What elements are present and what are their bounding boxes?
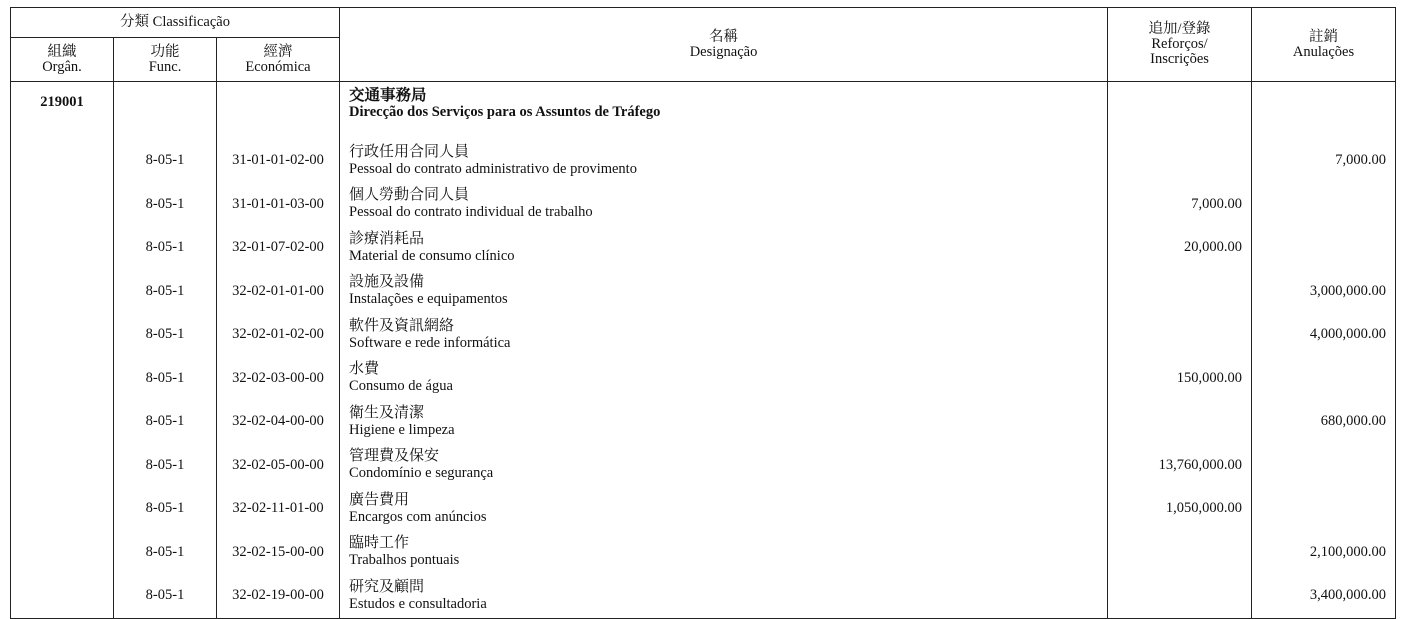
econ-code: 32-02-04-00-00 xyxy=(217,400,340,444)
reinforcement-amount: 7,000.00 xyxy=(1108,183,1252,227)
functional-header-zh: 功能 xyxy=(150,43,180,60)
cancellation-amount xyxy=(1252,226,1396,270)
designation-pt: Estudos e consultadoria xyxy=(349,595,487,612)
func-code: 8-05-1 xyxy=(114,139,217,183)
cancellation-amount: 2,100,000.00 xyxy=(1252,531,1396,575)
designation-pt: Pessoal do contrato administrativo de provimento xyxy=(349,160,637,177)
reinforcement-amount xyxy=(1108,313,1252,357)
organic-header-pt: Orgân. xyxy=(42,58,82,75)
cancellations-header-zh: 註銷 xyxy=(1309,28,1339,45)
cancellations-header xyxy=(1252,8,1396,82)
table-row xyxy=(11,270,1396,314)
designation-zh: 研究及顧問 xyxy=(349,578,425,595)
designation-pt: Higiene e limpeza xyxy=(349,421,455,438)
designation-zh: 診療消耗品 xyxy=(349,230,425,247)
organization-econ-cell xyxy=(217,82,340,140)
cancellation-amount: 4,000,000.00 xyxy=(1252,313,1396,357)
designation-zh: 衛生及清潔 xyxy=(349,404,425,421)
organic-cell xyxy=(11,487,114,531)
designation-cell xyxy=(340,139,1108,183)
designation-cell xyxy=(340,444,1108,488)
designation-zh: 設施及設備 xyxy=(349,274,425,291)
cancellations-header-pt: Anulações xyxy=(1292,43,1355,60)
organization-name-zh: 交通事務局 xyxy=(349,87,427,104)
table-row xyxy=(11,357,1396,401)
designation-pt: Encargos com anúncios xyxy=(349,508,487,525)
designation-pt: Software e rede informática xyxy=(349,334,511,351)
organic-header xyxy=(11,38,114,82)
econ-code: 31-01-01-03-00 xyxy=(217,183,340,227)
func-code: 8-05-1 xyxy=(114,357,217,401)
designation-header-pt: Designação xyxy=(689,43,758,60)
reinforcement-amount: 13,760,000.00 xyxy=(1108,444,1252,488)
budget-table-page xyxy=(10,7,1395,612)
cancellation-amount: 3,400,000.00 xyxy=(1252,574,1396,618)
cancellation-amount xyxy=(1252,487,1396,531)
table-row xyxy=(11,139,1396,183)
designation-cell xyxy=(340,531,1108,575)
econ-code: 32-02-01-01-00 xyxy=(217,270,340,314)
designation-cell xyxy=(340,357,1108,401)
reinforcement-amount xyxy=(1108,139,1252,183)
econ-code: 32-02-03-00-00 xyxy=(217,357,340,401)
cancellation-amount xyxy=(1252,183,1396,227)
organic-cell xyxy=(11,226,114,270)
economic-header xyxy=(217,38,340,82)
func-code: 8-05-1 xyxy=(114,183,217,227)
econ-code: 32-02-01-02-00 xyxy=(217,313,340,357)
table-row xyxy=(11,531,1396,575)
func-code: 8-05-1 xyxy=(114,226,217,270)
econ-code: 32-02-19-00-00 xyxy=(217,574,340,618)
table-row xyxy=(11,400,1396,444)
organization-row xyxy=(11,82,1396,140)
econ-code: 32-01-07-02-00 xyxy=(217,226,340,270)
reinforcement-amount: 1,050,000.00 xyxy=(1108,487,1252,531)
functional-header xyxy=(114,38,217,82)
cancellation-amount: 3,000,000.00 xyxy=(1252,270,1396,314)
table-row xyxy=(11,487,1396,531)
reinforcement-amount: 150,000.00 xyxy=(1108,357,1252,401)
organic-cell xyxy=(11,357,114,401)
designation-zh: 行政任用合同人員 xyxy=(349,143,470,160)
organic-cell xyxy=(11,183,114,227)
func-code: 8-05-1 xyxy=(114,487,217,531)
designation-cell xyxy=(340,400,1108,444)
func-code: 8-05-1 xyxy=(114,531,217,575)
designation-cell xyxy=(340,183,1108,227)
organic-cell xyxy=(11,270,114,314)
cancellation-amount: 7,000.00 xyxy=(1252,139,1396,183)
table-row xyxy=(11,313,1396,357)
economic-header-pt: Económica xyxy=(245,58,311,75)
reinforcement-amount xyxy=(1108,574,1252,618)
func-code: 8-05-1 xyxy=(114,400,217,444)
organic-cell xyxy=(11,531,114,575)
classification-header: 分類 Classificação xyxy=(11,8,340,38)
cancellation-amount xyxy=(1252,357,1396,401)
econ-code: 32-02-05-00-00 xyxy=(217,444,340,488)
reinforcements-header-pt-2: Inscrições xyxy=(1150,51,1209,67)
reinforcement-amount xyxy=(1108,270,1252,314)
table-row xyxy=(11,444,1396,488)
organic-cell xyxy=(11,574,114,618)
cancellation-amount: 680,000.00 xyxy=(1252,400,1396,444)
designation-cell xyxy=(340,226,1108,270)
func-code: 8-05-1 xyxy=(114,313,217,357)
econ-code: 31-01-01-02-00 xyxy=(217,139,340,183)
table-row xyxy=(11,574,1396,618)
organic-cell xyxy=(11,400,114,444)
designation-zh: 水費 xyxy=(349,361,380,378)
designation-cell xyxy=(340,487,1108,531)
designation-zh: 管理費及保安 xyxy=(349,448,440,465)
table-row xyxy=(11,183,1396,227)
econ-code: 32-02-15-00-00 xyxy=(217,531,340,575)
designation-header xyxy=(340,8,1108,82)
designation-cell xyxy=(340,270,1108,314)
designation-zh: 廣告費用 xyxy=(349,491,410,508)
designation-pt: Pessoal do contrato individual de trabalho xyxy=(349,204,593,221)
economic-header-zh: 經濟 xyxy=(263,43,293,60)
econ-code: 32-02-11-01-00 xyxy=(217,487,340,531)
designation-pt: Consumo de água xyxy=(349,378,453,395)
reinforcements-header-pt-1: Reforços/ xyxy=(1151,36,1208,52)
functional-header-pt: Func. xyxy=(148,58,182,75)
table-row xyxy=(11,226,1396,270)
organization-reinforcement-cell xyxy=(1108,82,1252,140)
organization-designation xyxy=(340,82,1108,140)
organization-code: 219001 xyxy=(11,82,114,140)
organization-cancellation-cell xyxy=(1252,82,1396,140)
budget-table xyxy=(10,7,1396,619)
reinforcements-header-zh: 追加/登錄 xyxy=(1148,21,1211,37)
reinforcement-amount: 20,000.00 xyxy=(1108,226,1252,270)
organic-cell xyxy=(11,313,114,357)
func-code: 8-05-1 xyxy=(114,444,217,488)
organization-func-cell xyxy=(114,82,217,140)
designation-zh: 臨時工作 xyxy=(349,535,410,552)
func-code: 8-05-1 xyxy=(114,574,217,618)
reinforcements-header xyxy=(1108,8,1252,82)
func-code: 8-05-1 xyxy=(114,270,217,314)
designation-pt: Material de consumo clínico xyxy=(349,247,515,264)
designation-cell xyxy=(340,313,1108,357)
organic-cell xyxy=(11,139,114,183)
designation-pt: Condomínio e segurança xyxy=(349,465,494,482)
designation-pt: Instalações e equipamentos xyxy=(349,291,508,308)
cancellation-amount xyxy=(1252,444,1396,488)
designation-zh: 個人勞動合同人員 xyxy=(349,187,470,204)
reinforcement-amount xyxy=(1108,531,1252,575)
reinforcement-amount xyxy=(1108,400,1252,444)
designation-cell xyxy=(340,574,1108,618)
organic-header-zh: 組織 xyxy=(47,43,77,60)
designation-pt: Trabalhos pontuais xyxy=(349,552,460,569)
organization-name-pt: Direcção dos Serviços para os Assuntos de Tráfego xyxy=(349,104,661,120)
organic-cell xyxy=(11,444,114,488)
designation-header-zh: 名稱 xyxy=(709,28,739,45)
designation-zh: 軟件及資訊網絡 xyxy=(349,317,455,334)
